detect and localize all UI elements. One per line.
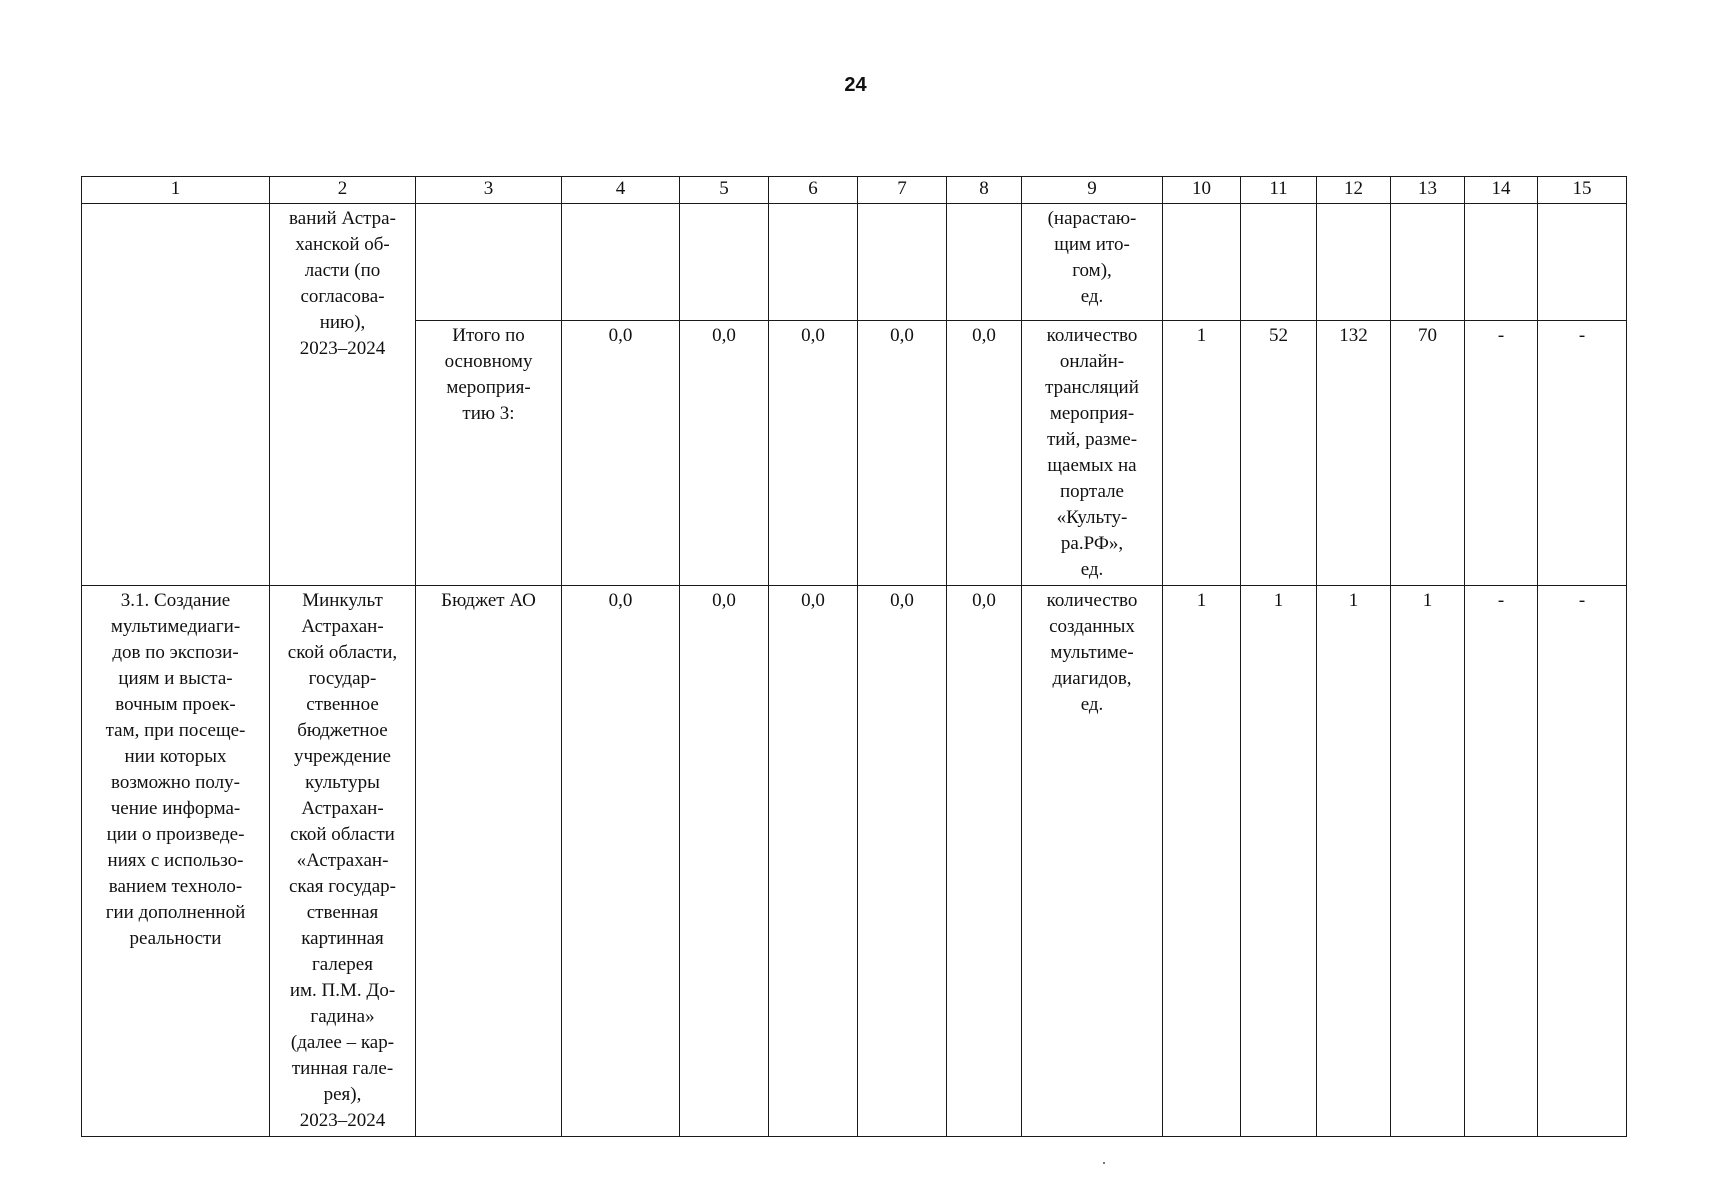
value-cell: 1 <box>1241 586 1317 1137</box>
funding-source-cell: Бюджет АО <box>416 586 562 1137</box>
value-cell: 1 <box>1317 586 1391 1137</box>
table-cell-empty <box>416 204 562 321</box>
value-cell: 0,0 <box>562 586 680 1137</box>
column-header: 9 <box>1022 177 1163 204</box>
responsible-executor-cell: ваний Астра- ханской об- ласти (по согласова- нию), 2023–2024 <box>270 204 416 586</box>
value-cell: 0,0 <box>680 586 769 1137</box>
column-header: 10 <box>1163 177 1241 204</box>
table-cell-empty <box>947 204 1022 321</box>
indicator-cell: количество онлайн- трансляций мероприя- тий, разме- щаемых на портале «Культу- ра.РФ», ед. <box>1022 321 1163 586</box>
column-header: 5 <box>680 177 769 204</box>
column-header: 2 <box>270 177 416 204</box>
table-cell-empty <box>1317 204 1391 321</box>
funding-source-cell: Итого по основному мероприя- тию 3: <box>416 321 562 586</box>
column-header: 6 <box>769 177 858 204</box>
indicator-cell: количество созданных мультиме- диагидов, ед. <box>1022 586 1163 1137</box>
column-header: 11 <box>1241 177 1317 204</box>
value-cell: 1 <box>1163 321 1241 586</box>
value-cell: 132 <box>1317 321 1391 586</box>
value-cell: 1 <box>1163 586 1241 1137</box>
value-cell: 0,0 <box>562 321 680 586</box>
value-cell: - <box>1538 321 1627 586</box>
table-cell-empty <box>858 204 947 321</box>
page-number: 24 <box>844 74 867 96</box>
value-cell: 0,0 <box>947 321 1022 586</box>
table-cell-empty <box>1538 204 1627 321</box>
table-cell-empty <box>82 204 270 586</box>
responsible-executor-cell: Минкульт Астрахан- ской области, государ- ственное бюджетное учреждение культуры Астрахан- ской области «Астрахан- ская государ- ственная картинная галерея им. П.М. До- гадина» (далее – кар- тинная гале- рея), 2023–2024 <box>270 586 416 1137</box>
value-cell: 0,0 <box>769 321 858 586</box>
value-cell: - <box>1465 321 1538 586</box>
table-row-continuation <box>82 204 1627 321</box>
column-header: 14 <box>1465 177 1538 204</box>
table-cell-empty <box>1391 204 1465 321</box>
indicator-cell: (нарастаю- щим ито- гом), ед. <box>1022 204 1163 321</box>
table-row-3-1 <box>82 586 1627 1137</box>
value-cell: - <box>1465 586 1538 1137</box>
table-cell-empty <box>1163 204 1241 321</box>
value-cell: 0,0 <box>680 321 769 586</box>
column-header: 7 <box>858 177 947 204</box>
column-header: 4 <box>562 177 680 204</box>
table-cell-empty <box>1241 204 1317 321</box>
activity-name-cell: 3.1. Создание мультимедиаги- дов по экспози- циям и выста- вочным проек- там, при посеще- нии которых возможно полу- чение информа- ции о произведе- ниях с использо- ванием техноло- гии дополненной реальности <box>82 586 270 1137</box>
column-header: 3 <box>416 177 562 204</box>
value-cell: 0,0 <box>858 586 947 1137</box>
column-header: 8 <box>947 177 1022 204</box>
value-cell: 0,0 <box>858 321 947 586</box>
column-header: 12 <box>1317 177 1391 204</box>
table-cell-empty <box>680 204 769 321</box>
value-cell: - <box>1538 586 1627 1137</box>
value-cell: 0,0 <box>769 586 858 1137</box>
program-table <box>81 176 1627 1137</box>
scan-speck <box>1103 1162 1105 1164</box>
table-cell-empty <box>769 204 858 321</box>
column-number-row <box>82 177 1627 204</box>
column-header: 15 <box>1538 177 1627 204</box>
value-cell: 70 <box>1391 321 1465 586</box>
column-header: 1 <box>82 177 270 204</box>
column-header: 13 <box>1391 177 1465 204</box>
value-cell: 1 <box>1391 586 1465 1137</box>
table-cell-empty <box>562 204 680 321</box>
value-cell: 0,0 <box>947 586 1022 1137</box>
table-cell-empty <box>1465 204 1538 321</box>
value-cell: 52 <box>1241 321 1317 586</box>
